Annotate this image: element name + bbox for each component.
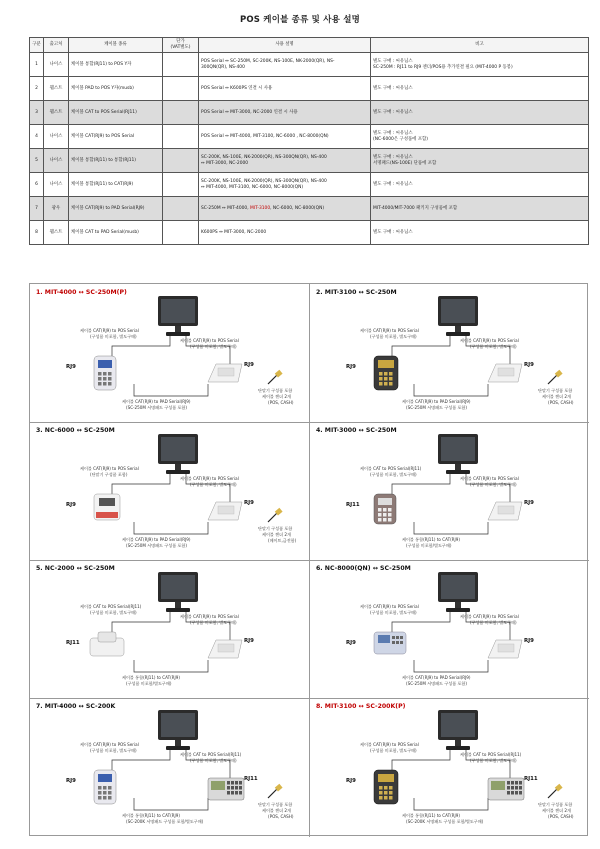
cell-desc <box>199 173 371 197</box>
cell-line: ↔ MIT-4000, MIT-3100, NC-6000, NC-8000(QN) <box>201 184 304 190</box>
sign-pad-icon <box>208 502 242 520</box>
cell-line: 별도 구매 : 씨유님스 <box>373 130 413 136</box>
sign-pad-icon <box>208 364 242 382</box>
port-label: RJ9 <box>524 500 534 506</box>
connection-diagram <box>310 698 589 836</box>
cell-price <box>163 77 199 101</box>
gender-note: 단말기 구성품 포함 <box>258 388 293 393</box>
diagram-title: 7. MIT-4000 ↔ SC-200K <box>36 703 116 710</box>
cell-price <box>163 221 199 245</box>
document-title: POS 케이블 종류 및 사용 설명 <box>239 15 361 25</box>
table-row <box>30 173 589 197</box>
port-label: RJ11 <box>346 502 360 508</box>
cable-label: 케이블 CAT(RJ9) to POS Serial <box>180 614 239 619</box>
sign-pad-icon <box>208 778 244 800</box>
connection-diagram <box>30 284 309 422</box>
table-row <box>30 197 589 221</box>
gender-note: (POS, CASH) <box>548 400 574 405</box>
cell-note <box>371 221 589 245</box>
cable-label-sub: (구성품 미포함, 별도구매) <box>90 610 137 615</box>
port-label: RJ9 <box>524 362 534 368</box>
cell-cable: 케이블 통합(RJ11) to 통합(RJ11) <box>69 149 163 173</box>
sign-pad-icon <box>488 364 522 382</box>
port-label: RJ9 <box>346 364 356 370</box>
cable-label-sub: (구성품 미포함, 별도구매) <box>90 748 137 753</box>
cell-price <box>163 53 199 77</box>
cell-price <box>163 197 199 221</box>
cable-label-sub: (구성품 미포함/별도구매) <box>126 681 172 686</box>
cell-desc <box>199 53 371 77</box>
cable-label: 케이블 CAT to POS Serial(RJ11) <box>180 752 242 757</box>
cell-note <box>371 125 589 149</box>
cable-label-sub: (SC-200K 서명패드 구성품 포함/별도구매) <box>126 819 204 824</box>
cell-line: ↔ MIT-3000, NC-2000 <box>201 160 249 166</box>
cell-desc <box>199 221 371 245</box>
diagram-title: 1. MIT-4000 ↔ SC-250M(P) <box>36 289 127 296</box>
diagram-title: 3. NC-6000 ↔ SC-250M <box>36 427 115 434</box>
cell-no: 5 <box>30 149 44 173</box>
connection-diagram <box>310 560 589 698</box>
cell-line: MIT-4000/MIT-7000 패키지 구성품에 포함 <box>373 205 458 211</box>
table-row <box>30 77 589 101</box>
cable-label: 케이블 CAT(RJ9) to PAD Serial(RJ9) <box>402 399 471 404</box>
header-vendor: 출고처 <box>44 38 69 53</box>
cable-line <box>414 384 488 396</box>
cable-label: 케이블 CAT(RJ9) to POS Serial <box>80 328 139 333</box>
port-label: RJ9 <box>66 364 76 370</box>
cable-label: 케이블 CAT(RJ9) to POS Serial <box>460 476 519 481</box>
cell-cable: 케이블 PAD to POS Y자(musb) <box>69 77 163 101</box>
card-terminal-icon <box>94 356 116 390</box>
table-row <box>30 149 589 173</box>
cell-desc <box>199 77 371 101</box>
pos-monitor-icon <box>438 434 478 474</box>
port-label: RJ9 <box>346 640 356 646</box>
table-row <box>30 53 589 77</box>
cable-line <box>414 522 488 534</box>
port-label: RJ11 <box>66 640 80 646</box>
gender-note: (POS, CASH) <box>268 400 294 405</box>
cell-line: POS Serial ↔ MIT-3000, NC-2000 연결 시 사용 <box>201 109 298 115</box>
cell-cable: 케이블 CAT(RJ9) to PAD Serial(RJ9) <box>69 197 163 221</box>
cable-label-sub: (구성품 미포함, 별도구매) <box>370 472 417 477</box>
diagram-title: 4. MIT-3000 ↔ SC-250M <box>316 427 397 434</box>
cell-vendor: 나이스 <box>44 53 69 77</box>
cable-label-sub: (구성품 미포함, 별도구매) <box>190 620 237 625</box>
card-terminal-icon <box>374 356 398 390</box>
header-price-label: 단가 <box>176 39 185 44</box>
table-row <box>30 125 589 149</box>
cable-label: 케이블 CAT(RJ9) to POS Serial <box>180 338 239 343</box>
cell-no: 3 <box>30 101 44 125</box>
port-label: RJ9 <box>66 502 76 508</box>
header-cable: 케이블 종류 <box>69 38 163 53</box>
cell-no: 8 <box>30 221 44 245</box>
cell-note <box>371 149 589 173</box>
connection-diagram <box>30 560 309 698</box>
gender-note: (메이트,금전함) <box>268 538 297 543</box>
connection-diagram <box>310 422 589 560</box>
gender-note: 단말기 구성품 포함 <box>538 802 573 807</box>
card-terminal-icon <box>374 632 406 654</box>
table-row <box>30 101 589 125</box>
cable-label: 케이블 CAT to POS Serial(RJ11) <box>460 752 522 757</box>
port-label: RJ9 <box>244 362 254 368</box>
port-label: RJ9 <box>244 500 254 506</box>
diagram-title: 5. NC-2000 ↔ SC-250M <box>36 565 115 572</box>
cable-line <box>134 798 208 810</box>
cable-label: 케이블 통합(RJ11) to CAT(RJ9) <box>402 813 460 818</box>
cell-vendor: 웰스트 <box>44 221 69 245</box>
cable-label: 케이블 CAT(RJ9) to PAD Serial(RJ9) <box>122 537 191 542</box>
gender-note: 케이블 젠더 2개 <box>542 808 571 813</box>
cable-label-sub: (SC-250M 서명패드 구성품 포함) <box>406 681 467 686</box>
cable-label-sub: (구성품 미포함, 별도구매) <box>370 610 417 615</box>
port-label: RJ9 <box>66 778 76 784</box>
cable-gender-icon <box>548 784 563 798</box>
cell-note <box>371 173 589 197</box>
cell-no: 1 <box>30 53 44 77</box>
cable-label: 케이블 CAT to POS Serial(RJ11) <box>360 466 422 471</box>
header-note: 비고 <box>371 38 589 53</box>
cable-label: 케이블 CAT(RJ9) to PAD Serial(RJ9) <box>122 399 191 404</box>
table-header-row <box>30 38 589 53</box>
gender-note: (POS, CASH) <box>548 814 574 819</box>
diagram-title: 6. NC-8000(QN) ↔ SC-250M <box>316 565 411 572</box>
cable-label: 케이블 통합(RJ11) to CAT(RJ9) <box>122 675 180 680</box>
cell-desc <box>199 101 371 125</box>
cable-label-sub: (구성품 미포함, 별도구매) <box>90 334 137 339</box>
cable-label-sub: (SC-250M 서명패드 구성품 포함) <box>126 543 187 548</box>
cable-label-sub: (SC-250M 서명패드 구성품 포함) <box>406 405 467 410</box>
cable-line <box>414 798 488 810</box>
sign-pad-icon <box>488 640 522 658</box>
cable-gender-icon <box>268 784 283 798</box>
gender-note: 케이블 젠더 2개 <box>542 394 571 399</box>
cable-label: 케이블 CAT(RJ9) to POS Serial <box>180 476 239 481</box>
cell-price <box>163 173 199 197</box>
port-label: RJ9 <box>346 778 356 784</box>
cell-line: POS Serial ↔ MIT-4000, MIT-3100, NC-6000 , NC-8000(QN) <box>201 133 329 139</box>
cell-desc <box>199 125 371 149</box>
cell-line: 별도 구매 : 씨유님스 <box>373 181 413 187</box>
gender-note: 단말기 구성품 포함 <box>538 388 573 393</box>
diagram-title: 8. MIT-3100 ↔ SC-200K(P) <box>316 703 406 710</box>
cell-line: (NC-6000은 구성품에 포함) <box>373 136 429 142</box>
diagram-grid <box>29 283 588 836</box>
connection-diagram <box>310 284 589 422</box>
cable-table <box>29 37 589 245</box>
cell-line: 별도 구매 : 씨유님스 <box>373 154 413 160</box>
cable-label-sub: (구성품 미포함, 별도구매) <box>470 344 517 349</box>
cable-label-sub: (SC-250M 서명패드 구성품 포함) <box>126 405 187 410</box>
port-label: RJ9 <box>524 638 534 644</box>
gender-note: 케이블 젠더 2개 <box>262 532 291 537</box>
pos-monitor-icon <box>438 296 478 336</box>
cell-cable: 케이블 통합(RJ11) to POS Y자 <box>69 53 163 77</box>
cell-no: 4 <box>30 125 44 149</box>
cell-vendor: 나이스 <box>44 125 69 149</box>
cell-line: 별도 구매 : 씨유님스 <box>373 109 413 115</box>
cell-vendor: 나이스 <box>44 173 69 197</box>
cable-label-sub: (구성품 미포함, 별도구매) <box>190 758 237 763</box>
cable-label-sub: (단말기 구성품 포함) <box>90 472 128 477</box>
port-label: RJ9 <box>244 638 254 644</box>
gender-note: 단말기 구성품 포함 <box>258 526 293 531</box>
cable-line <box>134 522 208 534</box>
cable-label-sub: (구성품 미포함, 별도구매) <box>470 482 517 487</box>
cable-line <box>134 384 208 396</box>
cell-line: 별도 구매 : 씨유님스 <box>373 85 413 91</box>
cell-price <box>163 149 199 173</box>
cell-line: 300QN(QR), NS-400 <box>201 64 245 70</box>
cable-label: 케이블 통합(RJ11) to CAT(RJ9) <box>122 813 180 818</box>
cell-note <box>371 197 589 221</box>
pos-monitor-icon <box>158 572 198 612</box>
header-price <box>163 38 199 53</box>
cell-note <box>371 53 589 77</box>
pos-monitor-icon <box>158 434 198 474</box>
cell-no: 7 <box>30 197 44 221</box>
sign-pad-icon <box>488 502 522 520</box>
cell-line: K600PS ↔ MIT-3000, NC-2000 <box>201 229 267 235</box>
cable-label-sub: (구성품 미포함/별도구매) <box>406 543 452 548</box>
port-label: RJ11 <box>244 776 258 782</box>
cell-vendor: 웰스트 <box>44 77 69 101</box>
card-terminal-icon <box>94 770 116 804</box>
cable-label: 케이블 CAT(RJ9) to POS Serial <box>360 742 419 747</box>
cable-label-sub: (구성품 미포함, 별도구매) <box>370 334 417 339</box>
card-terminal-icon <box>90 632 124 656</box>
pos-monitor-icon <box>438 710 478 750</box>
connection-diagram <box>30 698 309 836</box>
cable-label: 케이블 CAT(RJ9) to POS Serial <box>80 466 139 471</box>
gender-note: 단말기 구성품 포함 <box>258 802 293 807</box>
cell-desc <box>199 149 371 173</box>
cell-price <box>163 101 199 125</box>
cell-line: SC-200K, NS-100E, NK-2000(QR), NS-300QN(QR), NS-400 <box>201 178 327 184</box>
header-no: 구분 <box>30 38 44 53</box>
cable-label-sub: (구성품 미포함, 별도구매) <box>190 482 237 487</box>
sign-pad-icon <box>208 640 242 658</box>
highlight-text: MIT-3100 <box>250 205 271 211</box>
header-price-vat: (VAT별도) <box>170 45 191 50</box>
cable-label: 케이블 CAT(RJ9) to POS Serial <box>360 604 419 609</box>
card-terminal-icon <box>374 770 398 804</box>
sign-pad-icon <box>488 778 524 800</box>
cell-note <box>371 77 589 101</box>
gender-note: 케이블 젠더 2개 <box>262 808 291 813</box>
cable-label-sub: (SC-200K 서명패드 구성품 포함/별도구매) <box>406 819 484 824</box>
cell-cable: 케이블 CAT to PAD Serial(musb) <box>69 221 163 245</box>
cable-line <box>414 660 488 672</box>
card-terminal-icon <box>374 494 396 524</box>
cable-label: 케이블 CAT(RJ9) to POS Serial <box>460 614 519 619</box>
cell-line: SC-250M : RJ11 to RJ9 젠더/POS용 추가연결 필요 (MIT-4000 P 동봉) <box>373 64 513 70</box>
cell-note <box>371 101 589 125</box>
cell-line: SC-200K, NS-100E, NK-2000(QR), NS-300QN(QR), NS-400 <box>201 154 327 160</box>
cable-gender-icon <box>268 370 283 384</box>
connection-diagram <box>30 422 309 560</box>
diagram-title: 2. MIT-3100 ↔ SC-250M <box>316 289 397 296</box>
cable-label: 케이블 CAT(RJ9) to POS Serial <box>460 338 519 343</box>
pos-monitor-icon <box>158 710 198 750</box>
gender-note: 케이블 젠더 2개 <box>262 394 291 399</box>
cell-cable: 케이블 CAT(RJ9) to POS Serial <box>69 125 163 149</box>
cable-label: 케이블 CAT(RJ9) to PAD Serial(RJ9) <box>402 675 471 680</box>
cell-desc <box>199 197 371 221</box>
port-label: RJ11 <box>524 776 538 782</box>
cable-label-sub: (구성품 미포함, 별도구매) <box>190 344 237 349</box>
cable-label-sub: (구성품 미포함, 별도구매) <box>470 758 517 763</box>
header-desc: 사용 설명 <box>199 38 371 53</box>
card-terminal-icon <box>94 494 120 520</box>
cell-vendor: 웰스트 <box>44 101 69 125</box>
cable-label: 케이블 CAT to POS Serial(RJ11) <box>80 604 142 609</box>
cell-line: 서명패드(NS-100E) 단품에 포함 <box>373 160 437 166</box>
cable-label: 케이블 CAT(RJ9) to POS Serial <box>80 742 139 747</box>
cell-cable: 케이블 CAT to POS Serial(RJ11) <box>69 101 163 125</box>
cell-line: POS Serial ↔ SC-250M, SC-200K, NS-100E, NK-2000(QR), NS- <box>201 58 335 64</box>
gender-note: (POS, CASH) <box>268 814 294 819</box>
cable-line <box>134 660 208 672</box>
cable-label: 케이블 통합(RJ11) to CAT(RJ9) <box>402 537 460 542</box>
pos-monitor-icon <box>158 296 198 336</box>
cable-gender-icon <box>268 508 283 522</box>
cell-price <box>163 125 199 149</box>
cell-no: 2 <box>30 77 44 101</box>
cell-vendor: 나이스 <box>44 149 69 173</box>
pos-monitor-icon <box>438 572 478 612</box>
cell-line: 별도 구매 : 씨유님스 <box>373 229 413 235</box>
cell-vendor: 광우 <box>44 197 69 221</box>
cable-label-sub: (구성품 미포함, 별도구매) <box>470 620 517 625</box>
table-row <box>30 221 589 245</box>
cell-cable: 케이블 통합(RJ11) to CAT(RJ9) <box>69 173 163 197</box>
cable-label-sub: (구성품 미포함, 별도구매) <box>370 748 417 753</box>
cable-gender-icon <box>548 370 563 384</box>
cell-line: POS Serial ↔ K600PS 연결 시 사용 <box>201 85 273 91</box>
cell-line: 별도 구매 : 씨유님스 <box>373 58 413 64</box>
cell-no: 6 <box>30 173 44 197</box>
cell-line: SC-250M ↔ MIT-4000, MIT-3100, NC-6000, NC-8000(QN) <box>201 205 325 211</box>
cable-label: 케이블 CAT(RJ9) to POS Serial <box>360 328 419 333</box>
